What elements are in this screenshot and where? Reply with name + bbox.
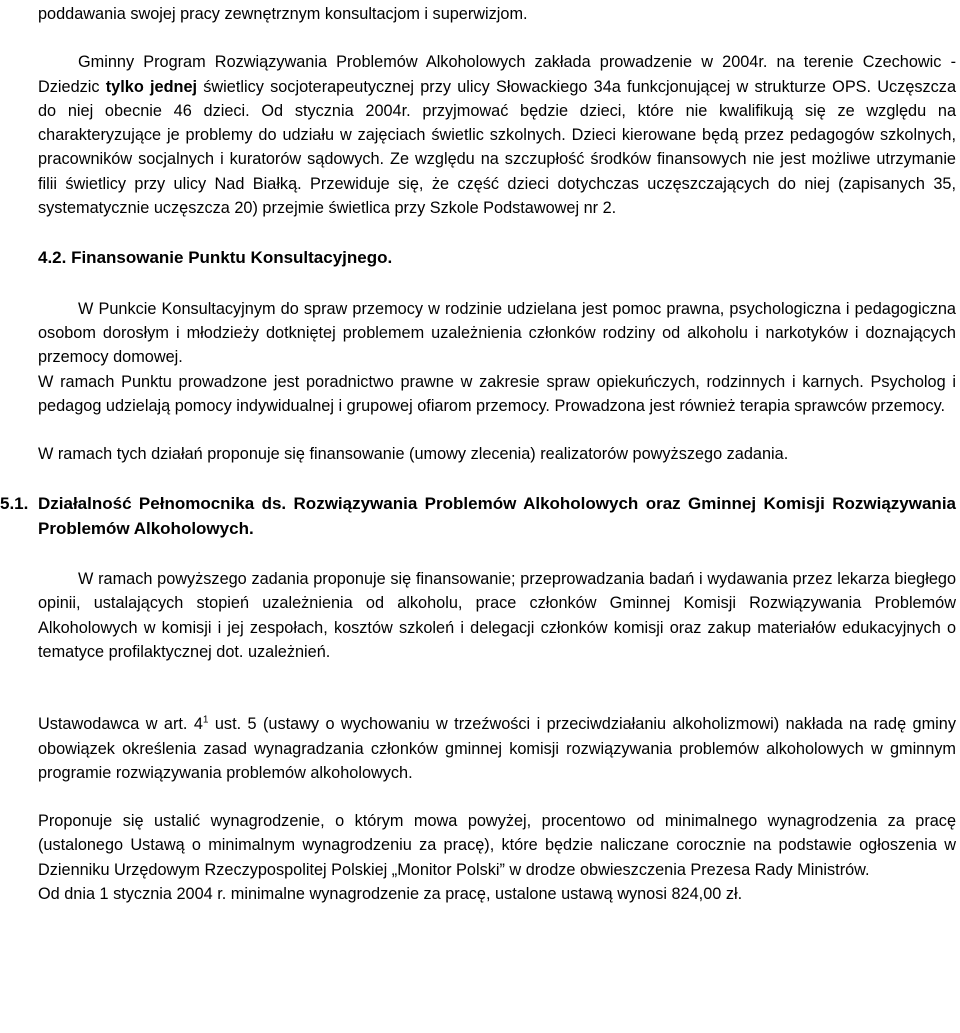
paragraph-community-center [38, 50, 956, 220]
paragraph-financing-contracts: W ramach tych działań proponuje się finansowanie (umowy zlecenia) realizatorów powyższego zadania. [38, 445, 789, 464]
superscript-article: 1 [202, 714, 209, 726]
paragraph-minimum-wage: Od dnia 1 stycznia 2004 r. minimalne wynagrodzenie za pracę, ustalone ustawą wynosi 824,00 zł. [38, 885, 743, 904]
spacer [38, 785, 956, 809]
spacer [38, 418, 956, 442]
paragraph-community-center-part-a: Gminny Program Rozwiązywania Problemów Alkoholowych zakłada prowadzenie w 2004r. na terenie Czechowic - Dziedzic [38, 53, 956, 96]
paragraph-legal-advice: W ramach Punktu prowadzone jest poradnictwo prawne w zakresie spraw opiekuńczych, rodzinnych i karnych. Psycholog i pedagog udzielają pomocy indywidualnej i grupowej ofiarom przemocy. Prowadzona jest również terapia sprawców przemocy. [38, 372, 956, 415]
paragraph-legislator [38, 712, 956, 785]
spacer [38, 271, 956, 297]
section-heading-5-1-text: Działalność Pełnomocnika ds. Rozwiązywania Problemów Alkoholowych oraz Gminnej Komisji Rozwiązywania Problemów Alkoholowych. [38, 494, 956, 538]
spacer [38, 220, 956, 246]
paragraph-commission-financing: W ramach powyższego zadania proponuje się finansowanie; przeprowadzania badań i wydawania przez lekarza biegłego opinii, ustalających stopień uzależnienia od alkoholu, prace członków Gminnej Komisji Rozwiązywania Problemów Alkoholowych w komisji i jej zespołach, kosztów szkoleń i delegacji członków komisji oraz zakup materiałów edukacyjnych o tematyce profilaktycznej dot. uzależnień. [38, 570, 956, 661]
paragraph-legislator-part-a: Ustawodawca w art. 4 [38, 715, 203, 734]
paragraph-community-center-part-c: świetlicy socjoterapeutycznej przy ulicy Słowackiego 34a funkcjonującej w strukturze OPS. Uczęszcza do niej obecnie 46 dzieci. Od stycznia 2004r. przyjmować będzie dzieci, które nie kwalifikują się ze względu na charakteryzujące je problemy do udziału w zajęciach świetlic szkolnych. Dzieci kierowane będą przez pedagogów szkolnych, pracowników socjalnych i kuratorów sądowych. Ze względu na szczupłość środków finansowych nie jest możliwe utrzymanie filii świetlicy przy ulicy Nad Białką. Przewiduje się, że część dzieci dotychczas uczęszczających do niej (zapisanych 35, systematycznie uczęszcza 20) przejmie świetlica przy Szkole Podstawowej nr 2. [38, 77, 956, 218]
section-heading-5-1 [0, 492, 956, 541]
document-page [0, 2, 956, 906]
section-heading-5-1-number: 5.1. [0, 494, 29, 514]
section-heading-4-2: 4.2. Finansowanie Punktu Konsultacyjnego. [38, 248, 393, 268]
paragraph-legislator-part-b: ust. 5 (ustawy o wychowaniu w trzeźwości i przeciwdziałaniu alkoholizmowi) nakłada na radę gminy obowiązek określenia zasad wynagradzania członków gminnej komisji rozwiązywania problemów alkoholowych w gminnym programie rozwiązywania problemów alkoholowych. [38, 715, 956, 782]
spacer [38, 466, 956, 492]
paragraph-consultation-point: W Punkcie Konsultacyjnym do spraw przemocy w rodzinie udzielana jest pomoc prawna, psychologiczna i pedagogiczna osobom dorosłym i młodzieży dotkniętej problemem uzależnienia członków rodziny od alkoholu i narkotyków i doznających przemocy domowej. [38, 299, 956, 367]
paragraph-community-center-emphasis: tylko jednej [105, 77, 198, 96]
paragraph-remuneration: Proponuje się ustalić wynagrodzenie, o którym mowa powyżej, procentowo od minimalnego wynagrodzenia za pracę (ustalonego Ustawą o minimalnym wynagrodzeniu za pracę), które będzie naliczane corocznie na podstawie ogłoszenia w Dzienniku Urzędowym Rzeczypospolitej Polskiej „Monitor Polski” w drodze obwieszczenia Prezesa Rady Ministrów. [38, 812, 956, 879]
spacer [38, 664, 956, 712]
spacer [38, 26, 956, 50]
paragraph-supervision: poddawania swojej pracy zewnętrznym konsultacjom i superwizjom. [38, 5, 528, 23]
spacer [38, 541, 956, 567]
